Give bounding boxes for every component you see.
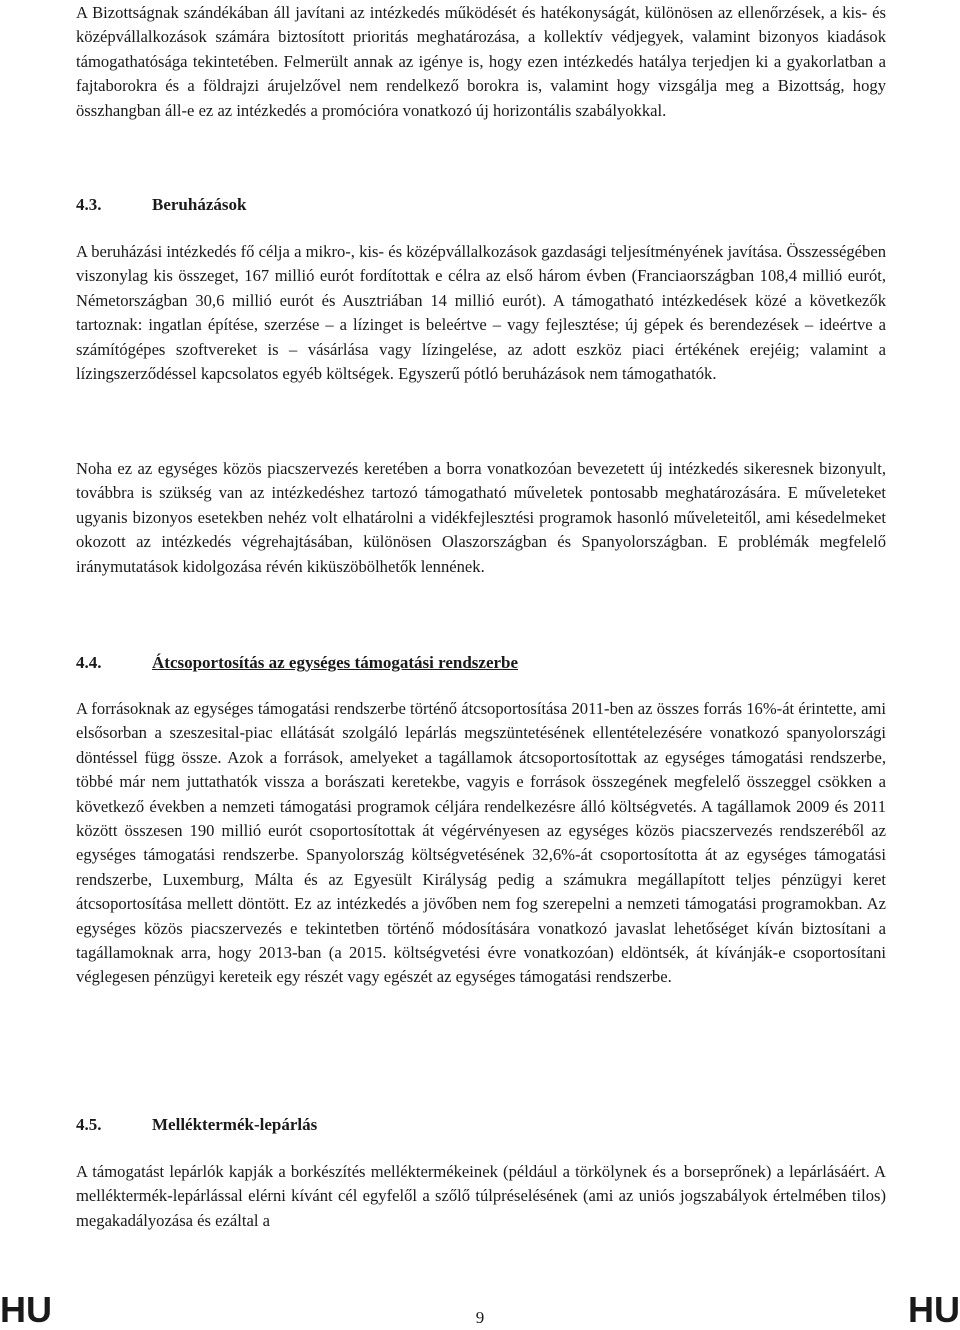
paragraph-byproduct-distillation: A támogatást lepárlók kapják a borkészítés melléktermékeinek (például a törkölynek és a borseprőnek) a lepárlásáért. A melléktermék-lepárlással elérni kívánt cél egyfelől a szőlő túlpréselésének (ami az uniós jogszabályok értelmében tilos) megakadályozása és ezáltal a [76, 1162, 886, 1230]
section-title: Átcsoportosítás az egységes támogatási rendszerbe [152, 653, 519, 672]
paragraph-investments-evaluation: Noha ez az egységes közös piacszervezés keretében a borra vonatkozóan bevezetett új intézkedés sikeresnek bizonyult, továbbra is szükség van az intézkedéshez tartozó támogatható műveletek pontosabb meghatározására. E műveleteket ugyanis bizonyos esetekben nehéz volt elhatárolni a vidékfejlesztési programok hasonló műveleteitől, ami késedelmeket okozott az intézkedés végrehajtásában, különösen Olaszországban és Spanyolországban. E problémák megfelelő iránymutatások kidolgozása révén kiküszöbölhetők lennének. [76, 459, 886, 576]
section-title: Beruházások [152, 195, 247, 214]
section-heading-4-5 [76, 1113, 317, 1137]
section-title: Melléktermék-lepárlás [152, 1115, 318, 1134]
paragraph-commission-intent: A Bizottságnak szándékában áll javítani az intézkedés működését és hatékonyságát, különösen az ellenőrzések, a kis- és középvállalkozások számára biztosított prioritás meghatározása, a kollektív védjegyek, valamint bizonyos kiadások támogathatósága tekintetében. Felmerült annak az igénye is, hogy ezen intézkedés hatálya terjedjen ki a gyakorlatban a fajtaborokra és a földrajzi árujelzővel nem rendelkező borokra is, valamint hogy vizsgálja meg a Bizottság, hogy összhangban áll-e ez az intézkedés a promócióra vonatkozó új horizontális szabályokkal. [76, 3, 886, 120]
section-heading-4-3 [76, 193, 246, 217]
section-heading-4-4 [76, 651, 518, 675]
footer-language-code-left: HU [0, 1289, 52, 1330]
section-number: 4.5. [76, 1115, 102, 1134]
paragraph-investments: A beruházási intézkedés fő célja a mikro-, kis- és középvállalkozások gazdasági teljesítményének javítása. Összességében viszonylag kis összeget, 167 millió eurót fordítottak e célra az első három évben (Franciaországban 108,4 millió eurót, Németországban 30,6 millió eurót és Ausztriában 14 millió eurót). A támogatható intézkedések közé a következők tartoznak: ingatlan építése, szerzése – a lízinget is beleértve – vagy fejlesztése; új gépek és berendezések – ideértve a számítógépes szoftvereket is – vásárlása vagy lízingelése, az adott eszköz piaci értékének erejéig; valamint a lízingszerződéssel kapcsolatos egyéb költségek. Egyszerű pótló beruházások nem támogathatók. [76, 242, 886, 384]
footer-language-code-right: HU [908, 1289, 960, 1330]
section-number: 4.4. [76, 653, 102, 672]
page-number: 9 [475, 1308, 485, 1327]
paragraph-transfer-single-payment: A forrásoknak az egységes támogatási rendszerbe történő átcsoportosítása 2011-ben az összes forrás 16%-át érintette, ami elsősorban a szeszesital-piac ellátását szolgáló lepárlás megszüntetésének ellentételezésére vonatkozó spanyolországi döntéssel függ össze. Azok a források, amelyeket a tagállamok átcsoportosítottak az egységes támogatási rendszerbe, többé már nem juttathatók vissza a borászati keretekbe, vagyis e források összegének megfelelő összeggel csökken a következő években a nemzeti támogatási programok céljára rendelkezésre álló költségvetés. A tagállamok 2009 és 2011 között összesen 190 millió eurót csoportosítottak át végérvényesen az egységes közös piacszervezés rendszeréből az egységes támogatási rendszerbe. Spanyolország költségvetésének 32,6%-át csoportosította át az egységes támogatási rendszerbe, Luxemburg, Málta és az Egyesült Királyság pedig a számukra megállapított teljes pénzügyi keret átcsoportosítása mellett döntött. Ez az intézkedés a jövőben nem fog szerepelni a nemzeti támogatási programokban. Az egységes közös piacszervezés e tekintetben történő módosítására vonatkozó javaslat lehetőséget kíván biztosítani a tagállamoknak arra, hogy 2013-ban (a 2015. költségvetési évre vonatkozóan) eldöntsék, át kívánják-e csoportosítani véglegesen pénzügyi kereteik egy részét vagy egészét az egységes támogatási rendszerbe. [76, 699, 886, 987]
section-number: 4.3. [76, 195, 102, 214]
